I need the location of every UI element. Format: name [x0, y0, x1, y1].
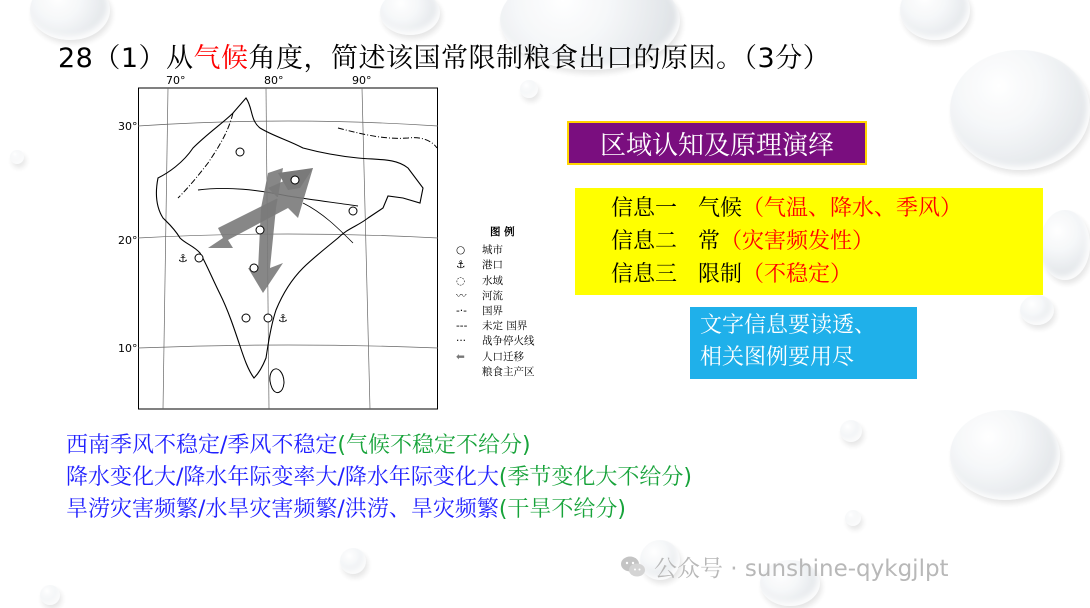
- info-label: 信息三: [611, 262, 678, 287]
- water-drop-decoration: [840, 420, 862, 442]
- legend-item-water: ◌ 水域: [456, 274, 535, 289]
- city-icon: ○: [456, 244, 466, 257]
- info-key: 限制: [698, 262, 743, 287]
- legend-item-port: ⚓ 港口: [456, 258, 535, 273]
- water-drop-decoration: [950, 50, 1090, 170]
- info-detail: （不稳定）: [742, 262, 853, 287]
- info-detail: （灾害频发性）: [720, 229, 875, 254]
- india-map: [118, 74, 438, 410]
- answer-list: [66, 430, 692, 526]
- migration-arrow: [248, 168, 283, 293]
- info-box: [575, 188, 1043, 295]
- water-drop-decoration: [10, 150, 24, 164]
- tip-line: 文字信息要读透、: [700, 313, 877, 338]
- city-marker: [195, 254, 203, 262]
- legend-item-border: -·- 国界: [456, 304, 535, 319]
- water-drop-decoration: [1020, 295, 1054, 325]
- river-icon: 〰: [456, 289, 467, 302]
- info-label: 信息二: [611, 229, 678, 254]
- legend-item-grain-area: 粮食主产区: [482, 365, 535, 378]
- legend-item-river: 〰 河流: [456, 289, 535, 304]
- answer-note: (气候不稳定不给分): [337, 433, 531, 458]
- city-marker: [264, 314, 272, 322]
- watermark-text: 公众号 · sunshine-qykgjlpt: [654, 556, 949, 582]
- city-marker: [349, 207, 357, 215]
- tip-box: [690, 307, 917, 379]
- water-drop-decoration: [30, 0, 110, 40]
- water-drop-decoration: [380, 0, 440, 35]
- water-drop-decoration: [900, 0, 970, 40]
- legend-title: 图 例: [490, 226, 515, 238]
- answer-main: 西南季风不稳定/季风不稳定: [66, 433, 338, 458]
- answer-main: 降水变化大/降水年际变率大/降水年际变化大: [66, 465, 499, 490]
- water-drop-decoration: [950, 410, 1060, 500]
- water-drop-decoration: [845, 510, 861, 526]
- sri-lanka-outline: [270, 369, 284, 393]
- answer-note: (干旱不给分): [498, 497, 626, 522]
- info-key: 气候: [698, 196, 743, 221]
- title-highlight: 气候: [193, 43, 249, 74]
- title-suffix: 角度，简述该国常限制粮食出口的原因。（3分）: [248, 43, 831, 74]
- national-border: [338, 128, 437, 148]
- city-marker: [256, 226, 264, 234]
- question-title: [58, 36, 830, 75]
- river: [303, 203, 353, 243]
- title-prefix: 28（1）从: [58, 43, 194, 74]
- arrow-icon: ⬅: [456, 350, 465, 363]
- city-marker: [250, 264, 258, 272]
- border-line-icon: -·-: [456, 305, 467, 318]
- water-drop-decoration: [1040, 210, 1090, 280]
- water-drop-decoration: [340, 548, 366, 574]
- info-key: 常: [698, 229, 721, 254]
- lon-label: 70°: [166, 74, 186, 87]
- info-row: [611, 258, 1043, 291]
- map-frame: [139, 88, 438, 409]
- graticule: [138, 88, 438, 409]
- city-marker: [236, 148, 244, 156]
- coastline: [156, 98, 423, 378]
- anchor-icon: ⚓: [456, 259, 466, 272]
- dotted-line-icon: ···: [456, 335, 467, 348]
- water-icon: ◌: [456, 274, 466, 287]
- answer-note: (季节变化大不给分): [498, 465, 692, 490]
- port-anchor-icon: ⚓: [278, 312, 288, 325]
- port-anchor-icon: ⚓: [178, 252, 188, 265]
- water-drop-decoration: [40, 585, 60, 605]
- tip-line: 相关图例要用尽: [700, 345, 855, 370]
- answer-main: 旱涝灾害频繁/水旱灾害频繁/洪涝、旱灾频繁: [66, 497, 499, 522]
- water-drop-decoration: [520, 80, 538, 98]
- lat-label: 10°: [118, 342, 138, 355]
- lon-label: 80°: [264, 74, 284, 87]
- legend-item-migration: ⬅ 人口迁移: [456, 350, 535, 365]
- lon-label: 90°: [352, 74, 372, 87]
- info-label: 信息一: [611, 196, 678, 221]
- info-row: [611, 192, 1043, 225]
- city-marker: [242, 314, 250, 322]
- legend-item-ceasefire: ··· 战争停火线: [456, 334, 535, 349]
- city-marker: [291, 176, 299, 184]
- national-border: [178, 113, 233, 198]
- answer-line: [66, 430, 692, 462]
- watermark: [620, 550, 949, 583]
- answer-line: [66, 494, 692, 526]
- wechat-icon: [620, 554, 646, 580]
- legend-item-city: ○ 城市: [456, 243, 535, 258]
- info-row: [611, 225, 1043, 258]
- lat-label: 20°: [118, 234, 138, 247]
- map-legend-list: [456, 225, 535, 380]
- legend-item-undetermined-border: --- 未定 国界: [456, 319, 535, 334]
- info-detail: （气温、降水、季风）: [742, 196, 963, 221]
- principle-box: 区域认知及原理演绎: [567, 121, 867, 165]
- lat-label: 30°: [118, 120, 138, 133]
- answer-line: [66, 462, 692, 494]
- dashed-line-icon: ---: [456, 320, 468, 333]
